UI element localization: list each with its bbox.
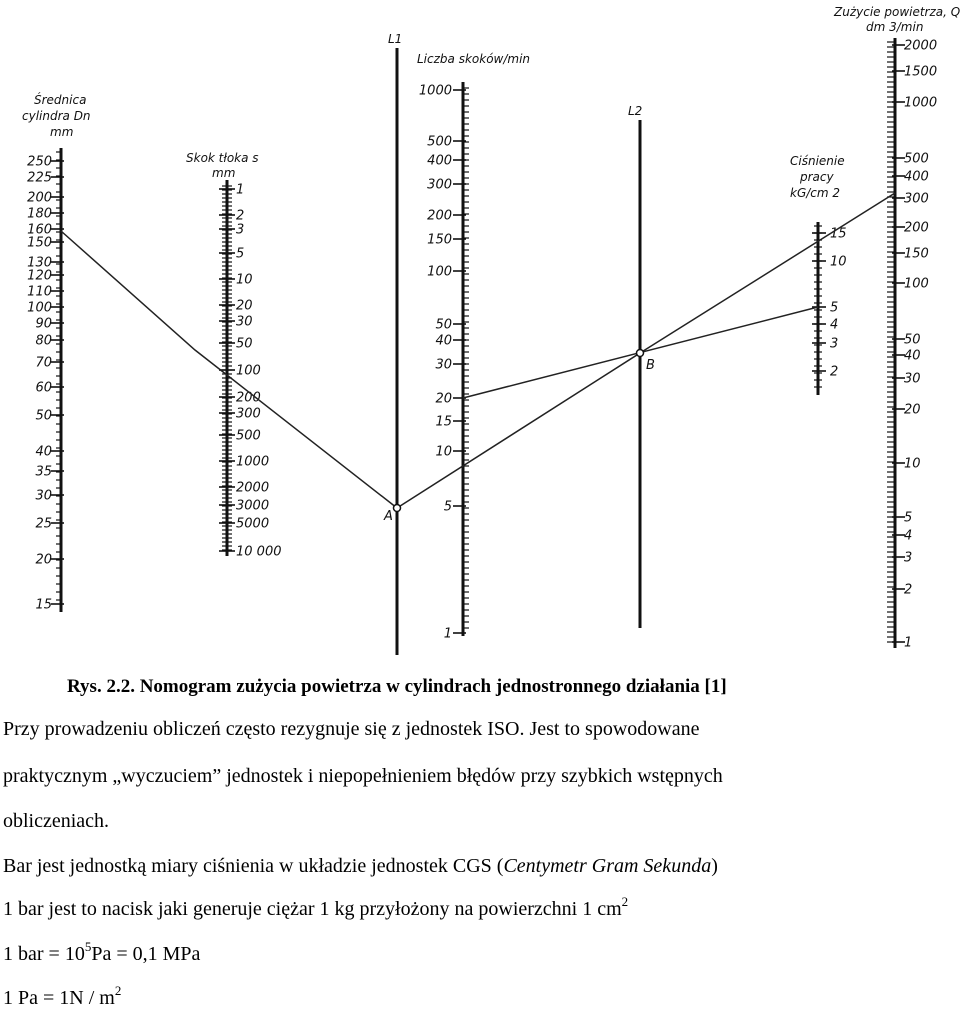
paragraph-line-1: Przy prowadzeniu obliczeń często rezygnuje się z jednostek ISO. Jest to spowodowane bbox=[3, 718, 700, 740]
stroke-tick-label-11: 500 bbox=[236, 428, 261, 444]
consumption-tick-label-0: 2000 bbox=[904, 38, 938, 54]
frequency-axis-title: Liczba skoków/min bbox=[417, 52, 531, 66]
pressure-tick-label-5: 2 bbox=[830, 364, 839, 380]
pressure-tick-label-4: 3 bbox=[830, 336, 839, 352]
paragraph-line-2: praktycznym „wyczuciem” jednostek i niepopełnieniem błędów przy szybkich wstępnych bbox=[3, 765, 723, 787]
consumption-tick-label-7: 150 bbox=[904, 246, 929, 262]
paragraph-bar-pressure bbox=[3, 894, 629, 921]
consumption-tick-label-17: 2 bbox=[904, 582, 913, 598]
frequency-tick-label-11: 15 bbox=[435, 414, 452, 430]
diameter-tick-label-3: 180 bbox=[27, 206, 52, 222]
frequency-tick-label-4: 200 bbox=[427, 208, 452, 224]
equation-pa bbox=[3, 983, 122, 1010]
stroke-tick-label-12: 1000 bbox=[236, 454, 270, 470]
diameter-tick-label-19: 20 bbox=[35, 552, 52, 568]
frequency-tick-label-6: 100 bbox=[427, 264, 452, 280]
stroke-tick-label-16: 10 000 bbox=[236, 544, 282, 560]
bar-pressure-text: 1 bar jest to nacisk jaki generuje ciężar 1 kg przyłożony na powierzchni 1 cm bbox=[3, 898, 622, 920]
bar-definition-close: ) bbox=[711, 855, 718, 877]
consumption-tick-label-15: 4 bbox=[904, 528, 913, 544]
pressure-tick-label-3: 4 bbox=[830, 317, 839, 333]
stroke-axis bbox=[186, 151, 282, 560]
consumption-axis bbox=[833, 5, 960, 651]
frequency-tick-label-12: 10 bbox=[435, 444, 452, 460]
stroke-axis-title-1: Skok tłoka s bbox=[186, 151, 259, 165]
diameter-tick-label-9: 100 bbox=[27, 300, 52, 316]
frequency-tick-label-0: 1000 bbox=[418, 83, 452, 99]
point-a-label: A bbox=[384, 509, 393, 524]
diameter-tick-label-5: 150 bbox=[27, 235, 52, 251]
stroke-tick-label-2: 3 bbox=[236, 222, 245, 238]
stroke-tick-label-1: 2 bbox=[236, 208, 245, 224]
point-b bbox=[637, 350, 644, 357]
pressure-axis-title-1: Ciśnienie bbox=[790, 154, 845, 168]
bar-pressure-exponent: 2 bbox=[621, 894, 629, 909]
stroke-tick-label-13: 2000 bbox=[236, 480, 270, 496]
pressure-axis-title-3: kG/cm 2 bbox=[790, 186, 841, 200]
pressure-axis bbox=[790, 154, 847, 395]
diameter-tick-label-4: 160 bbox=[27, 222, 52, 238]
consumption-tick-label-13: 10 bbox=[904, 456, 921, 472]
point-a bbox=[394, 505, 401, 512]
stroke-tick-label-4: 10 bbox=[236, 272, 253, 288]
frequency-tick-label-14: 1 bbox=[443, 626, 452, 642]
diameter-tick-label-12: 70 bbox=[35, 355, 52, 371]
diameter-tick-label-11: 80 bbox=[35, 333, 52, 349]
cgs-expansion: Centymetr Gram Sekunda bbox=[503, 855, 712, 877]
consumption-tick-label-9: 50 bbox=[904, 332, 921, 348]
diameter-axis bbox=[22, 92, 91, 613]
diameter-tick-label-6: 130 bbox=[27, 255, 52, 271]
pressure-tick-label-0: 15 bbox=[830, 226, 847, 242]
frequency-tick-label-7: 50 bbox=[435, 317, 452, 333]
consumption-tick-label-16: 3 bbox=[904, 550, 913, 566]
diameter-tick-label-7: 120 bbox=[27, 268, 52, 284]
frequency-axis bbox=[417, 52, 530, 642]
stroke-tick-label-3: 5 bbox=[236, 246, 245, 262]
l1-label: L1 bbox=[388, 32, 403, 46]
paragraph-line-3: obliczeniach. bbox=[3, 810, 110, 832]
pressure-tick-label-2: 5 bbox=[830, 300, 839, 316]
consumption-tick-label-18: 1 bbox=[904, 635, 913, 651]
diameter-axis-title-1: Średnica bbox=[34, 93, 87, 107]
frequency-tick-label-5: 150 bbox=[427, 232, 452, 248]
frequency-ticks bbox=[419, 84, 469, 642]
stroke-tick-label-15: 5000 bbox=[236, 516, 270, 532]
consumption-tick-label-14: 5 bbox=[904, 510, 913, 526]
frequency-tick-label-8: 40 bbox=[435, 333, 452, 349]
diameter-tick-label-15: 40 bbox=[35, 444, 52, 460]
diameter-tick-label-1: 225 bbox=[27, 170, 52, 186]
consumption-axis-title-2: dm 3/min bbox=[866, 20, 924, 34]
equation-bar-right: Pa = 0,1 MPa bbox=[91, 943, 201, 965]
diameter-tick-label-16: 35 bbox=[35, 464, 52, 480]
bar-definition-text: Bar jest jednostką miary ciśnienia w układzie jednostek CGS ( bbox=[3, 855, 504, 877]
equation-pa-text: 1 Pa = 1N / m bbox=[3, 987, 115, 1009]
consumption-axis-title-1: Zużycie powietrza, Q bbox=[834, 5, 960, 19]
frequency-tick-label-2: 400 bbox=[427, 153, 452, 169]
diameter-tick-label-2: 200 bbox=[27, 190, 52, 206]
frequency-tick-label-13: 5 bbox=[443, 499, 452, 515]
figure-caption: Rys. 2.2. Nomogram zużycia powietrza w cylindrach jednostronnego działania [1] bbox=[67, 676, 727, 697]
construction-lines bbox=[61, 193, 895, 524]
diameter-tick-label-18: 25 bbox=[35, 516, 52, 532]
stroke-tick-label-8: 100 bbox=[236, 363, 261, 379]
diameter-axis-title-3: mm bbox=[50, 125, 74, 139]
consumption-tick-label-10: 40 bbox=[904, 348, 921, 364]
point-b-label: B bbox=[646, 358, 655, 373]
frequency-tick-label-3: 300 bbox=[427, 177, 452, 193]
l2-label: L2 bbox=[628, 104, 643, 118]
frequency-tick-label-1: 500 bbox=[427, 134, 452, 150]
stroke-tick-label-9: 200 bbox=[236, 390, 261, 406]
consumption-tick-label-2: 1000 bbox=[904, 95, 938, 111]
line-b-to-consumption bbox=[640, 193, 895, 353]
stroke-tick-label-14: 3000 bbox=[236, 498, 270, 514]
diameter-tick-label-10: 90 bbox=[35, 316, 52, 332]
stroke-tick-label-5: 20 bbox=[236, 298, 253, 314]
consumption-tick-label-11: 30 bbox=[904, 371, 921, 387]
equation-bar-left: 1 bar = 10 bbox=[3, 943, 85, 965]
pressure-tick-label-1: 10 bbox=[830, 254, 847, 270]
consumption-tick-label-8: 100 bbox=[904, 276, 929, 292]
consumption-tick-label-12: 20 bbox=[904, 402, 921, 418]
stroke-axis-title-2: mm bbox=[212, 166, 236, 180]
stroke-tick-label-0: 1 bbox=[236, 182, 245, 198]
stroke-tick-label-7: 50 bbox=[236, 336, 253, 352]
l1-axis bbox=[388, 32, 402, 655]
stroke-tick-label-10: 300 bbox=[236, 406, 261, 422]
line-a-to-b bbox=[397, 353, 640, 508]
diameter-axis-title-2: cylindra Dn bbox=[22, 109, 91, 123]
equation-bar-exponent: 5 bbox=[84, 939, 92, 954]
diameter-tick-label-13: 60 bbox=[35, 380, 52, 396]
consumption-tick-label-4: 400 bbox=[904, 169, 929, 185]
diameter-tick-label-20: 15 bbox=[35, 597, 52, 613]
diameter-ticks bbox=[27, 152, 64, 613]
pressure-axis-title-2: pracy bbox=[800, 170, 834, 184]
equation-pa-exponent: 2 bbox=[114, 983, 122, 998]
equation-bar-to-pa bbox=[3, 939, 201, 966]
consumption-tick-label-6: 200 bbox=[904, 220, 929, 236]
diameter-tick-label-0: 250 bbox=[27, 154, 52, 170]
paragraph-bar-definition bbox=[3, 855, 718, 878]
consumption-tick-label-5: 300 bbox=[904, 191, 929, 207]
l2-axis bbox=[628, 104, 642, 628]
frequency-tick-label-9: 30 bbox=[435, 357, 452, 373]
diameter-tick-label-17: 30 bbox=[35, 488, 52, 504]
stroke-tick-label-6: 30 bbox=[236, 314, 253, 330]
diameter-tick-label-14: 50 bbox=[35, 408, 52, 424]
consumption-tick-label-3: 500 bbox=[904, 151, 929, 167]
frequency-tick-label-10: 20 bbox=[435, 391, 452, 407]
consumption-tick-label-1: 1500 bbox=[904, 64, 938, 80]
diameter-tick-label-8: 110 bbox=[27, 284, 52, 300]
